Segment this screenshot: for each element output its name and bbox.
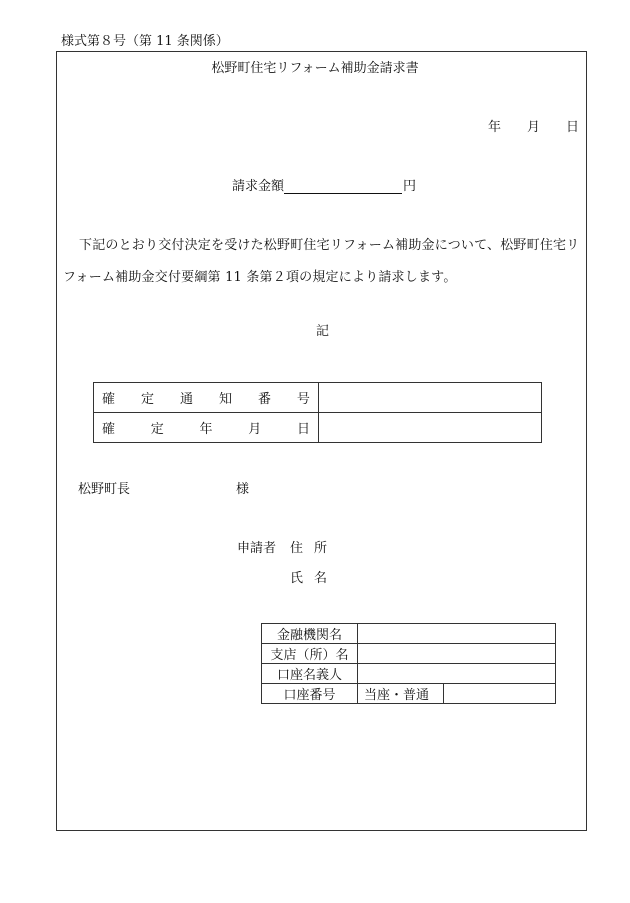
table-row <box>262 684 556 704</box>
date-year: 年 <box>488 120 502 135</box>
table-row <box>94 383 542 413</box>
ki-heading: 記 <box>316 324 330 339</box>
name-label: 氏名 <box>290 571 339 586</box>
decision-date-label <box>94 413 319 443</box>
date-day: 日 <box>566 120 580 135</box>
branch-label: 支店（所）名 <box>262 644 358 664</box>
body-text-line-2: フォーム補助金交付要綱第 11 条第２項の規定により請求します。 <box>63 270 457 285</box>
addressee-name: 松野町長 <box>78 482 131 497</box>
label-char: 号 <box>296 392 310 407</box>
date-month: 月 <box>527 120 541 135</box>
label-char: 年 <box>199 422 213 437</box>
applicant-label: 申請者 <box>237 541 277 556</box>
label-char: 知 <box>218 392 232 407</box>
account-type-option[interactable]: 当座・普通 <box>358 684 444 704</box>
addressee-honorific: 様 <box>236 482 250 497</box>
notice-number-field[interactable] <box>319 383 542 413</box>
notice-number-label <box>94 383 319 413</box>
bank-name-field[interactable] <box>358 624 556 644</box>
label-char: 定 <box>150 422 164 437</box>
account-number-label: 口座番号 <box>262 684 358 704</box>
address-label: 住所 <box>290 541 339 556</box>
table-row <box>262 644 556 664</box>
label-char: 確 <box>102 422 116 437</box>
account-holder-field[interactable] <box>358 664 556 684</box>
date-line <box>488 121 579 134</box>
table-row <box>94 413 542 443</box>
account-number-field[interactable] <box>444 684 556 704</box>
account-holder-label: 口座名義人 <box>262 664 358 684</box>
amount-input-line[interactable] <box>284 193 402 194</box>
bank-table <box>261 623 556 704</box>
label-char: 定 <box>140 392 154 407</box>
label-char: 確 <box>102 392 116 407</box>
amount-unit: 円 <box>403 179 417 194</box>
amount-label: 請求金額 <box>232 179 285 194</box>
label-char: 月 <box>248 422 262 437</box>
decision-date-field[interactable] <box>319 413 542 443</box>
table-row <box>262 664 556 684</box>
label-char: 日 <box>296 422 310 437</box>
form-number-label: 様式第８号（第 11 条関係） <box>61 34 229 49</box>
notice-table <box>93 382 542 443</box>
bank-name-label: 金融機関名 <box>262 624 358 644</box>
branch-field[interactable] <box>358 644 556 664</box>
body-text-line-1: 下記のとおり交付決定を受けた松野町住宅リフォーム補助金について、松野町住宅リ <box>79 238 580 253</box>
label-char: 通 <box>179 392 193 407</box>
label-char: 番 <box>257 392 271 407</box>
document-title: 松野町住宅リフォーム補助金請求書 <box>211 61 419 76</box>
table-row <box>262 624 556 644</box>
